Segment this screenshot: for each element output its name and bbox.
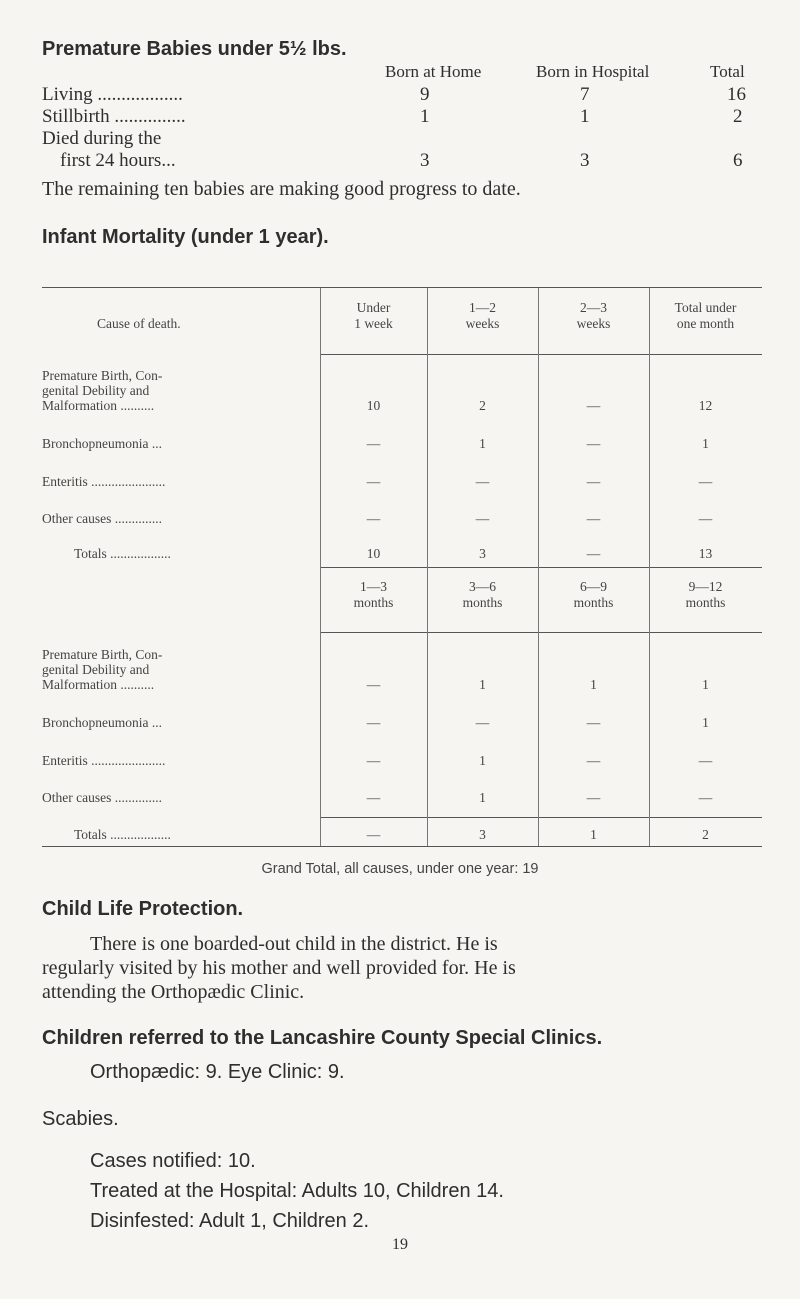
header-under-1-week: Under 1 week [354, 300, 393, 331]
row-living-total: 16 [727, 84, 746, 105]
cause-enteritis-2: Enteritis ...................... [42, 753, 166, 768]
col-header-hospital: Born in Hospital [536, 62, 650, 81]
b1-other-1-2w: — [475, 511, 490, 526]
b1-premature-under1w: 10 [366, 398, 381, 413]
b2-broncho-9-12m: 1 [702, 715, 709, 730]
header-6-9-months: 6—9 months [573, 579, 614, 610]
b1-other-total: — [698, 511, 713, 526]
totals-label-2: Totals .................. [74, 827, 171, 842]
header-total-under-one-month: Total under one month [674, 300, 737, 331]
b2-other-1-3m: — [366, 790, 381, 805]
b2-enteritis-1-3m: — [366, 753, 381, 768]
b2-premature-3-6m: 1 [479, 677, 486, 692]
b1-broncho-1-2w: 1 [479, 436, 486, 451]
cause-premature-2: Premature Birth, Con- genital Debility and Malformation .......... [42, 647, 163, 692]
scabies-line-3: Disinfested: Adult 1, Children 2. [90, 1210, 370, 1232]
cause-enteritis-1: Enteritis ...................... [42, 474, 166, 489]
b2-other-3-6m: 1 [479, 790, 486, 805]
col-header-total: Total [710, 62, 745, 81]
b2-enteritis-3-6m: 1 [479, 753, 486, 768]
child-life-line-1: There is one boarded-out child in the district. He is [90, 933, 498, 955]
b1-totals-under1w: 10 [366, 546, 381, 561]
cause-premature-1: Premature Birth, Con- genital Debility and Malformation .......... [42, 368, 163, 413]
b2-other-6-9m: — [586, 790, 601, 805]
b2-other-9-12m: — [698, 790, 713, 805]
b2-premature-6-9m: 1 [590, 677, 597, 692]
b1-broncho-2-3w: — [586, 436, 601, 451]
b2-totals-6-9m: 1 [590, 827, 597, 842]
b1-enteritis-under1w: — [366, 474, 381, 489]
b2-premature-1-3m: — [366, 677, 381, 692]
row-stillbirth-hospital: 1 [580, 106, 590, 127]
child-life-line-2: regularly visited by his mother and well provided for. He is [42, 957, 516, 979]
b1-other-under1w: — [366, 511, 381, 526]
b1-premature-total: 12 [698, 398, 713, 413]
header-9-12-months: 9—12 months [685, 579, 726, 610]
infant-title: Infant Mortality (under 1 year). [42, 226, 329, 248]
row-living-home: 9 [420, 84, 430, 105]
b2-broncho-1-3m: — [366, 715, 381, 730]
b1-enteritis-total: — [698, 474, 713, 489]
page-number: 19 [392, 1236, 408, 1253]
row-living-hospital: 7 [580, 84, 590, 105]
header-1-3-months: 1—3 months [353, 579, 394, 610]
b1-premature-1-2w: 2 [479, 398, 486, 413]
referred-line: Orthopædic: 9. Eye Clinic: 9. [90, 1061, 345, 1083]
b2-broncho-3-6m: — [475, 715, 490, 730]
grand-total: Grand Total, all causes, under one year: 19 [261, 861, 539, 877]
cause-broncho-2: Bronchopneumonia ... [42, 715, 162, 730]
col-header-home: Born at Home [385, 62, 482, 81]
b2-enteritis-6-9m: — [586, 753, 601, 768]
row-died-label-2: first 24 hours... [60, 150, 176, 171]
b1-broncho-total: 1 [702, 436, 709, 451]
row-died-total: 6 [733, 150, 743, 171]
scabies-title: Scabies. [42, 1108, 119, 1130]
premature-title: Premature Babies under 5½ lbs. [42, 38, 347, 60]
b1-totals-total: 13 [698, 546, 713, 561]
b1-enteritis-1-2w: — [475, 474, 490, 489]
header-2-3-weeks: 2—3 weeks [576, 300, 611, 331]
b1-other-2-3w: — [586, 511, 601, 526]
b2-broncho-6-9m: — [586, 715, 601, 730]
premature-remark: The remaining ten babies are making good progress to date. [42, 178, 521, 200]
b2-totals-1-3m: — [366, 827, 381, 842]
row-stillbirth-total: 2 [733, 106, 743, 127]
b2-premature-9-12m: 1 [702, 677, 709, 692]
row-died-label-1: Died during the [42, 128, 162, 149]
b2-enteritis-9-12m: — [698, 753, 713, 768]
row-stillbirth-home: 1 [420, 106, 430, 127]
b1-enteritis-2-3w: — [586, 474, 601, 489]
row-living-label: Living .................. [42, 84, 183, 105]
cause-header: Cause of death. [97, 316, 181, 331]
cause-broncho-1: Bronchopneumonia ... [42, 436, 162, 451]
header-3-6-months: 3—6 months [462, 579, 503, 610]
b1-premature-2-3w: — [586, 398, 601, 413]
header-1-2-weeks: 1—2 weeks [465, 300, 500, 331]
totals-label-1: Totals .................. [74, 546, 171, 561]
child-life-title: Child Life Protection. [42, 898, 244, 920]
cause-other-2: Other causes .............. [42, 790, 162, 805]
referred-title: Children referred to the Lancashire County Special Clinics. [42, 1027, 603, 1049]
b1-broncho-under1w: — [366, 436, 381, 451]
cause-other-1: Other causes .............. [42, 511, 162, 526]
scabies-line-2: Treated at the Hospital: Adults 10, Children 14. [90, 1180, 504, 1202]
b2-totals-3-6m: 3 [479, 827, 486, 842]
b1-totals-1-2w: 3 [479, 546, 486, 561]
row-died-home: 3 [420, 150, 430, 171]
b2-totals-9-12m: 2 [702, 827, 709, 842]
child-life-line-3: attending the Orthopædic Clinic. [42, 981, 305, 1003]
scabies-line-1: Cases notified: 10. [90, 1150, 256, 1172]
b1-totals-2-3w: — [586, 546, 601, 561]
row-stillbirth-label: Stillbirth ............... [42, 106, 186, 127]
row-died-hospital: 3 [580, 150, 590, 171]
